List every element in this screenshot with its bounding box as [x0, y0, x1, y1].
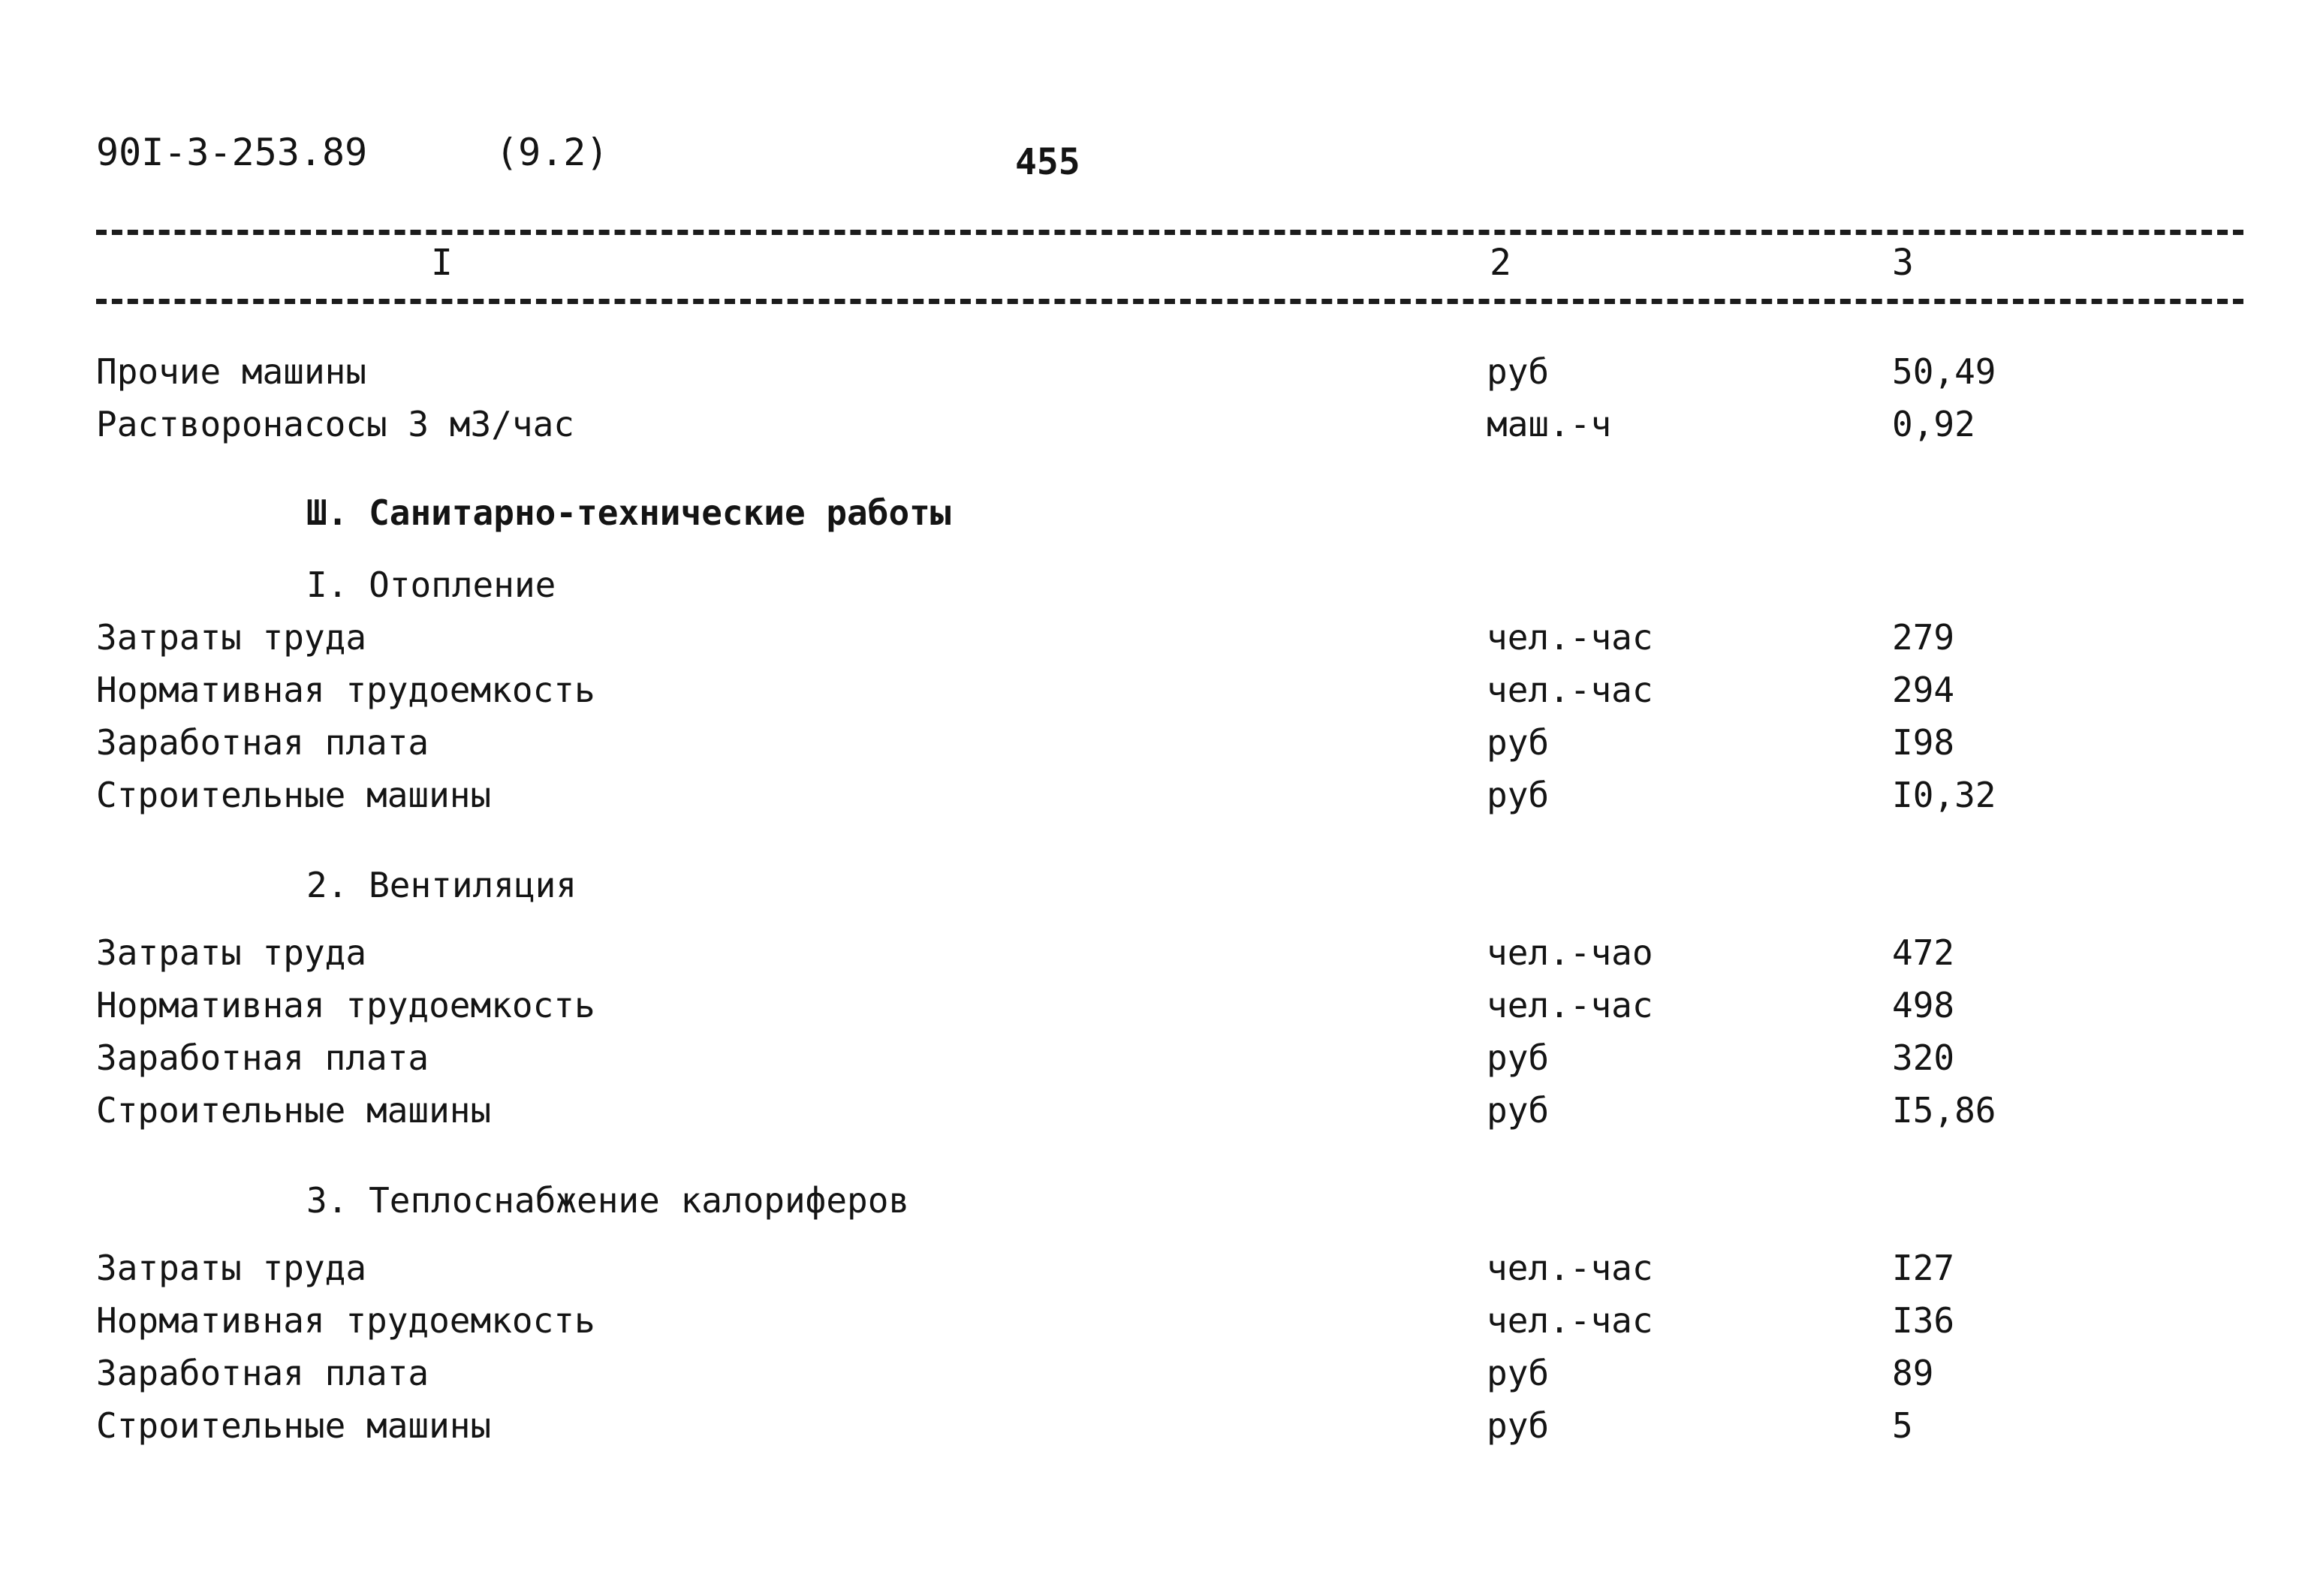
row-name: Строительные машины	[96, 1090, 492, 1131]
page-number: 455	[1015, 141, 1080, 183]
table-row	[0, 932, 2305, 980]
table-row	[0, 1037, 2305, 1086]
table-row	[0, 670, 2305, 718]
row-name: Растворонасосы 3 м3/час	[96, 404, 574, 444]
row-name: Прочие машины	[96, 351, 367, 392]
row-unit: чел.-час	[1487, 1300, 1653, 1341]
row-value: 0,92	[1892, 404, 1975, 444]
row-name: Строительные машины	[96, 775, 492, 815]
row-value: 89	[1892, 1353, 1934, 1393]
row-unit: маш.-ч	[1487, 404, 1612, 444]
table-row	[0, 722, 2305, 770]
section-title: 2. Вентиляция	[306, 865, 577, 905]
row-value: I27	[1892, 1248, 1955, 1288]
table-row	[0, 985, 2305, 1033]
row-name: Нормативная трудоемкость	[96, 670, 595, 710]
part-heading: Ш. Санитарно-технические работы	[306, 492, 951, 533]
row-unit: руб	[1487, 1405, 1550, 1446]
row-value: I5,86	[1892, 1090, 1996, 1131]
top-rule	[96, 230, 2243, 235]
table-row	[0, 1353, 2305, 1401]
row-unit: руб	[1487, 1353, 1550, 1393]
row-name: Затраты труда	[96, 617, 367, 658]
table-row	[0, 1300, 2305, 1348]
row-unit: руб	[1487, 722, 1550, 763]
row-value: 498	[1892, 985, 1955, 1025]
row-unit: чел.-час	[1487, 617, 1653, 658]
row-name: Затраты труда	[96, 932, 367, 973]
row-name: Нормативная трудоемкость	[96, 985, 595, 1025]
row-value: 50,49	[1892, 351, 1996, 392]
row-unit: чел.-час	[1487, 670, 1653, 710]
row-unit: руб	[1487, 775, 1550, 815]
row-unit: руб	[1487, 1090, 1550, 1131]
section-number: (9.2)	[496, 131, 609, 174]
table-row	[0, 404, 2305, 452]
row-name: Заработная плата	[96, 1353, 429, 1393]
row-name: Затраты труда	[96, 1248, 367, 1288]
row-value: 279	[1892, 617, 1955, 658]
row-unit: руб	[1487, 351, 1550, 392]
row-value: 5	[1892, 1405, 1913, 1446]
section-title: I. Отопление	[306, 565, 556, 605]
row-value: I0,32	[1892, 775, 1996, 815]
row-name: Заработная плата	[96, 1037, 429, 1078]
row-value: I98	[1892, 722, 1955, 763]
row-name: Нормативная трудоемкость	[96, 1300, 595, 1341]
table-row	[0, 1248, 2305, 1296]
column-header-1: I	[431, 242, 453, 284]
document-code: 90I-3-253.89	[96, 131, 368, 174]
column-header-3: 3	[1892, 242, 1914, 284]
row-value: 294	[1892, 670, 1955, 710]
section-title: 3. Теплоснабжение калориферов	[306, 1180, 910, 1221]
column-header-2: 2	[1490, 242, 1511, 284]
row-unit: чел.-час	[1487, 985, 1653, 1025]
row-value: I36	[1892, 1300, 1955, 1341]
table-row	[0, 351, 2305, 399]
table-row	[0, 775, 2305, 823]
row-unit: чел.-чао	[1487, 932, 1653, 973]
table-row	[0, 617, 2305, 665]
row-unit: руб	[1487, 1037, 1550, 1078]
table-row	[0, 1090, 2305, 1138]
row-value: 472	[1892, 932, 1955, 973]
row-unit: чел.-час	[1487, 1248, 1653, 1288]
table-row	[0, 1405, 2305, 1453]
bottom-rule	[96, 299, 2243, 304]
row-name: Строительные машины	[96, 1405, 492, 1446]
row-value: 320	[1892, 1037, 1955, 1078]
row-name: Заработная плата	[96, 722, 429, 763]
